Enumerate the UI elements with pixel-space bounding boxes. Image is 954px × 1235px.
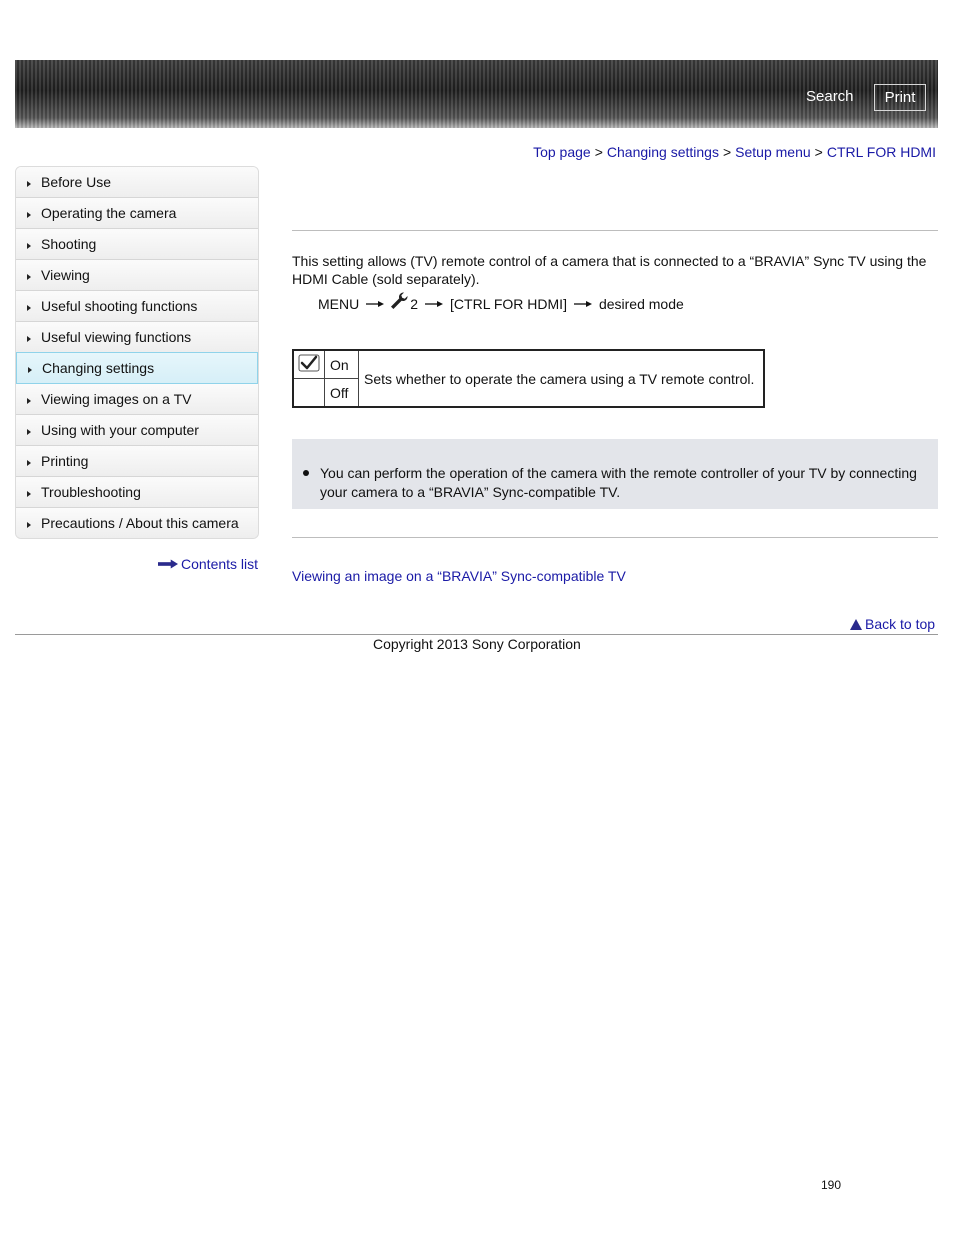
mode-value-on: On	[325, 350, 359, 379]
note-text: You can perform the operation of the camera with the remote controller of your TV by connecting your camera to a “BRAVIA” Sync-compatible TV.	[320, 465, 917, 500]
checkmark-icon	[298, 354, 320, 372]
sidebar-item-viewing-images-on-a-tv[interactable]	[16, 384, 258, 415]
footer-divider	[15, 634, 938, 635]
breadcrumb	[533, 144, 936, 160]
sidebar-item-label: Precautions / About this camera	[41, 515, 239, 531]
sidebar-item-label: Before Use	[41, 174, 112, 190]
bullet-icon	[303, 470, 309, 476]
sidebar-item-changing-settings[interactable]	[16, 352, 258, 384]
arrow-right-icon	[425, 300, 443, 308]
sidebar-item-label: Changing settings	[42, 360, 155, 376]
arrow-right-icon	[27, 305, 31, 311]
menu-end: desired mode	[598, 296, 684, 312]
back-to-top-link[interactable]	[850, 616, 935, 632]
sidebar-item-before-use[interactable]	[16, 167, 258, 198]
sidebar-item-label: Viewing	[41, 267, 90, 283]
breadcrumb-separator: >	[814, 144, 823, 160]
arrow-right-icon	[27, 429, 31, 435]
sidebar-item-label: Troubleshooting	[41, 484, 141, 500]
header-bar	[15, 60, 938, 128]
default-indicator-cell	[293, 350, 325, 379]
related-divider	[292, 537, 938, 538]
arrow-right-icon	[27, 181, 31, 187]
arrow-right-icon	[28, 367, 32, 373]
sidebar-item-label: Viewing images on a TV	[41, 391, 192, 407]
breadcrumb-separator: >	[722, 144, 732, 160]
arrow-right-icon	[27, 522, 31, 528]
contents-list-link[interactable]	[158, 556, 258, 572]
mode-description: Sets whether to operate the camera using a TV remote control.	[359, 350, 765, 407]
mode-value-off: Off	[325, 379, 359, 408]
menu-item: [CTRL FOR HDMI]	[450, 296, 567, 312]
page-number: 190	[821, 1178, 842, 1192]
sidebar-item-operating-the-camera[interactable]	[16, 198, 258, 229]
arrow-right-icon	[27, 243, 31, 249]
contents-list-label: Contents list	[181, 556, 259, 572]
sidebar-item-troubleshooting[interactable]	[16, 477, 258, 508]
print-button[interactable]: Print	[874, 84, 926, 111]
sidebar-item-label: Operating the camera	[41, 205, 177, 221]
related-topic-link[interactable]: Viewing an image on a “BRAVIA” Sync-compatible TV	[292, 568, 626, 584]
intro-text: This setting allows (TV) remote control of a camera that is connected to a “BRAVIA” Sync TV using the HDMI Cable (sold separately).	[292, 253, 927, 287]
search-link[interactable]: Search	[806, 88, 854, 105]
arrow-right-icon	[574, 300, 592, 308]
sidebar-item-label: Useful shooting functions	[41, 298, 198, 314]
up-arrow-icon	[850, 619, 862, 630]
sidebar-item-viewing[interactable]	[16, 260, 258, 291]
note-box	[292, 439, 938, 509]
breadcrumb-setup-menu[interactable]: Setup menu	[735, 144, 811, 160]
title-divider	[292, 230, 938, 231]
modes-table	[292, 349, 765, 408]
arrow-right-icon	[27, 212, 31, 218]
sidebar-item-useful-viewing-functions[interactable]	[16, 322, 258, 353]
breadcrumb-top-page[interactable]: Top page	[533, 144, 591, 160]
arrow-right-icon	[27, 398, 31, 404]
sidebar-item-label: Shooting	[41, 236, 97, 252]
sidebar-item-precautions[interactable]	[16, 508, 258, 538]
arrow-right-icon	[27, 491, 31, 497]
breadcrumb-ctrl-for-hdmi[interactable]: CTRL FOR HDMI	[826, 144, 936, 160]
back-to-top-label: Back to top	[865, 616, 936, 632]
sidebar-item-printing[interactable]	[16, 446, 258, 477]
arrow-right-icon	[27, 336, 31, 342]
menu-label: MENU	[318, 296, 360, 312]
wrench-icon	[389, 291, 409, 311]
menu-path	[318, 296, 684, 312]
menu-tab-number: 2	[410, 296, 419, 312]
default-indicator-cell	[293, 379, 325, 408]
sidebar-item-shooting[interactable]	[16, 229, 258, 260]
sidebar-item-label: Using with your computer	[41, 422, 199, 438]
sidebar-item-using-with-your-computer[interactable]	[16, 415, 258, 446]
contents-arrow-icon	[158, 559, 178, 569]
arrow-right-icon	[366, 300, 384, 308]
sidebar-nav	[15, 166, 259, 539]
sidebar-item-label: Printing	[41, 453, 89, 469]
breadcrumb-separator: >	[594, 144, 603, 160]
breadcrumb-changing-settings[interactable]: Changing settings	[606, 144, 719, 160]
arrow-right-icon	[27, 274, 31, 280]
sidebar-item-useful-shooting-functions[interactable]	[16, 291, 258, 322]
arrow-right-icon	[27, 460, 31, 466]
sidebar-item-label: Useful viewing functions	[41, 329, 192, 345]
table-row	[293, 350, 764, 379]
copyright-text: Copyright 2013 Sony Corporation	[373, 636, 581, 652]
